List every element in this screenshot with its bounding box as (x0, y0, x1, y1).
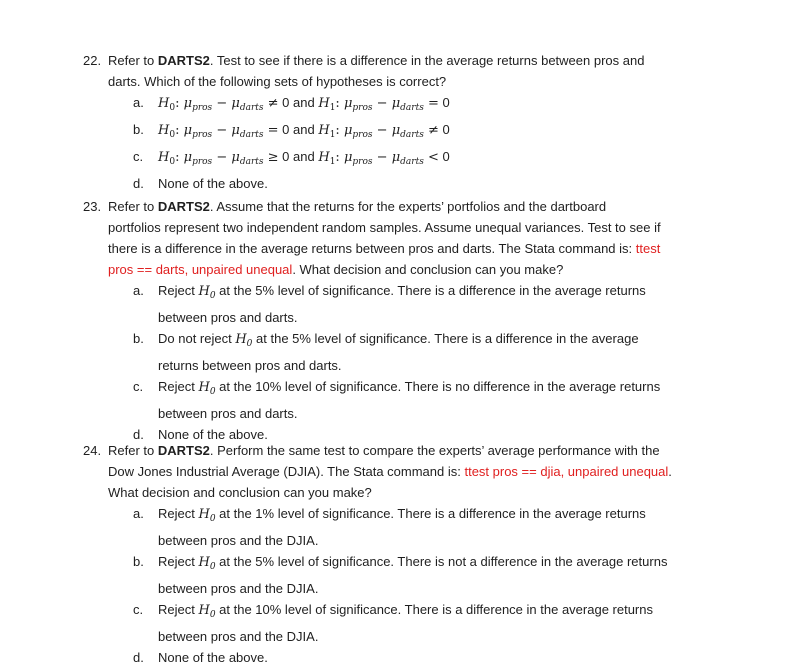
option-b: b. Reject $H_0$ at the 5% level of significance. There is not a difference in the average returns between pros and the DJIA. (83, 551, 723, 599)
alternative-hypothesis: $H_1$: $\mu_{pros} - \mu_{darts}$ ≠ (318, 123, 439, 140)
question-text: . What decision and conclusion can you make? (292, 262, 564, 277)
option-letter: d. (133, 176, 144, 191)
option-d (83, 173, 723, 194)
option-c: c. Reject $H_0$ at the 10% level of significance. There is a difference in the average returns between pros and the DJIA. (83, 599, 723, 647)
null-hypothesis-symbol: $H_0$ (198, 603, 216, 620)
option-letter: b. (133, 331, 144, 346)
option-a: a. Reject $H_0$ at the 5% level of significance. There is a difference in the average returns between pros and darts. (83, 280, 723, 328)
null-hypothesis: $H_0$: $\mu_{pros} - \mu_{darts}$ = (158, 123, 279, 140)
option-letter: b. (133, 554, 144, 569)
stata-command: ttest pros == djia, unpaired unequal (464, 464, 669, 479)
null-hypothesis-symbol: $H_0$ (198, 284, 216, 301)
dataset-name: DARTS2 (157, 53, 210, 68)
question-text: portfolios represent two independent random samples. Assume unequal variances. Test to see if (108, 220, 661, 235)
option-b: b. $H_0$: $\mu_{pros} - \mu_{darts} = 0$ and $H_1$: $\mu_{pros} - \mu_{darts} \ne 0$ (83, 119, 723, 146)
option-letter: a. (133, 95, 144, 110)
option-text: None of the above. (158, 176, 268, 191)
question-text: . Assume that the returns for the experts’ portfolios and the dartboard (209, 199, 607, 214)
option-letter: c. (133, 149, 144, 164)
option-a: a. $H_0$: $\mu_{pros} - \mu_{darts} \ne 0$ and $H_1$: $\mu_{pros} - \mu_{darts} = 0$ (83, 92, 723, 119)
null-hypothesis-symbol: $H_0$ (198, 507, 216, 524)
option-c: c. $H_0$: $\mu_{pros} - \mu_{darts} \ge 0$ and $H_1$: $\mu_{pros} - \mu_{darts} < 0$ (83, 146, 723, 173)
question-text: Dow Jones Industrial Average (DJIA). The Stata command is: (108, 464, 465, 479)
question-text: darts. Which of the following sets of hypotheses is correct? (108, 74, 447, 89)
question-text: Refer to (108, 443, 158, 458)
question-text: Refer to (108, 199, 158, 214)
question-22 (83, 50, 723, 194)
question-23 (83, 196, 723, 445)
dataset-name: DARTS2 (157, 199, 210, 214)
option-a: a. Reject $H_0$ at the 1% level of significance. There is a difference in the average returns between pros and the DJIA. (83, 503, 723, 551)
option-b: b. Do not reject $H_0$ at the 5% level of significance. There is a difference in the average returns between pros and darts. (83, 328, 723, 376)
question-text: Refer to (108, 53, 158, 68)
option-d (83, 647, 723, 668)
stata-command: pros == darts, unpaired unequal (108, 262, 293, 277)
question-24: 24. Refer to DARTS2. Perform the same test to compare the experts’ average performance with the Dow Jones Industrial Average (DJIA). The Stata command is: ttest pros == djia, unpaired unequal. What decision and conclusion can you make? a. Reject $H_0$ at the 1% level of significance. There is a difference in the average returns between pros and the DJIA. b. Reject $H_0$ at the 5% level of significance. There is not a difference in the average returns between pros and the DJIA. c. Reject $H_0$ at the 10% level of significance. There is a difference in the average returns between pros and the DJIA. d. None of the above. (83, 440, 723, 668)
null-hypothesis-symbol: $H_0$ (235, 332, 253, 349)
option-letter: c. (133, 379, 144, 394)
question-text: What decision and conclusion can you make? (108, 485, 372, 500)
option-c: c. Reject $H_0$ at the 10% level of significance. There is no difference in the average returns between pros and darts. (83, 376, 723, 424)
option-letter: c. (133, 602, 144, 617)
option-letter: a. (133, 283, 144, 298)
dataset-name: DARTS2 (157, 443, 210, 458)
question-number: 24. (83, 443, 102, 458)
question-number: 23. (83, 199, 102, 214)
alternative-hypothesis: $H_1$: $\mu_{pros} - \mu_{darts}$ = (318, 96, 439, 113)
alternative-hypothesis: $H_1$: $\mu_{pros} - \mu_{darts}$ < (318, 150, 439, 167)
null-hypothesis-symbol: $H_0$ (198, 380, 216, 397)
null-hypothesis: $H_0$: $\mu_{pros} - \mu_{darts}$ ≥ (158, 150, 279, 167)
option-text: None of the above. (158, 650, 268, 665)
option-letter: a. (133, 506, 144, 521)
option-letter: d. (133, 650, 144, 665)
option-text: None of the above. (158, 427, 268, 442)
question-number: 22. (83, 53, 102, 68)
option-letter: b. (133, 122, 144, 137)
null-hypothesis-symbol: $H_0$ (198, 555, 216, 572)
stata-command: ttest (635, 241, 661, 256)
question-text: . Test to see if there is a difference in the average returns between pros and (209, 53, 645, 68)
question-text: there is a difference in the average returns between pros and darts. The Stata command is: (108, 241, 636, 256)
null-hypothesis: $H_0$: $\mu_{pros} - \mu_{darts}$ ≠ (158, 96, 279, 113)
question-text: . Perform the same test to compare the experts’ average performance with the (209, 443, 660, 458)
option-letter: d. (133, 427, 144, 442)
